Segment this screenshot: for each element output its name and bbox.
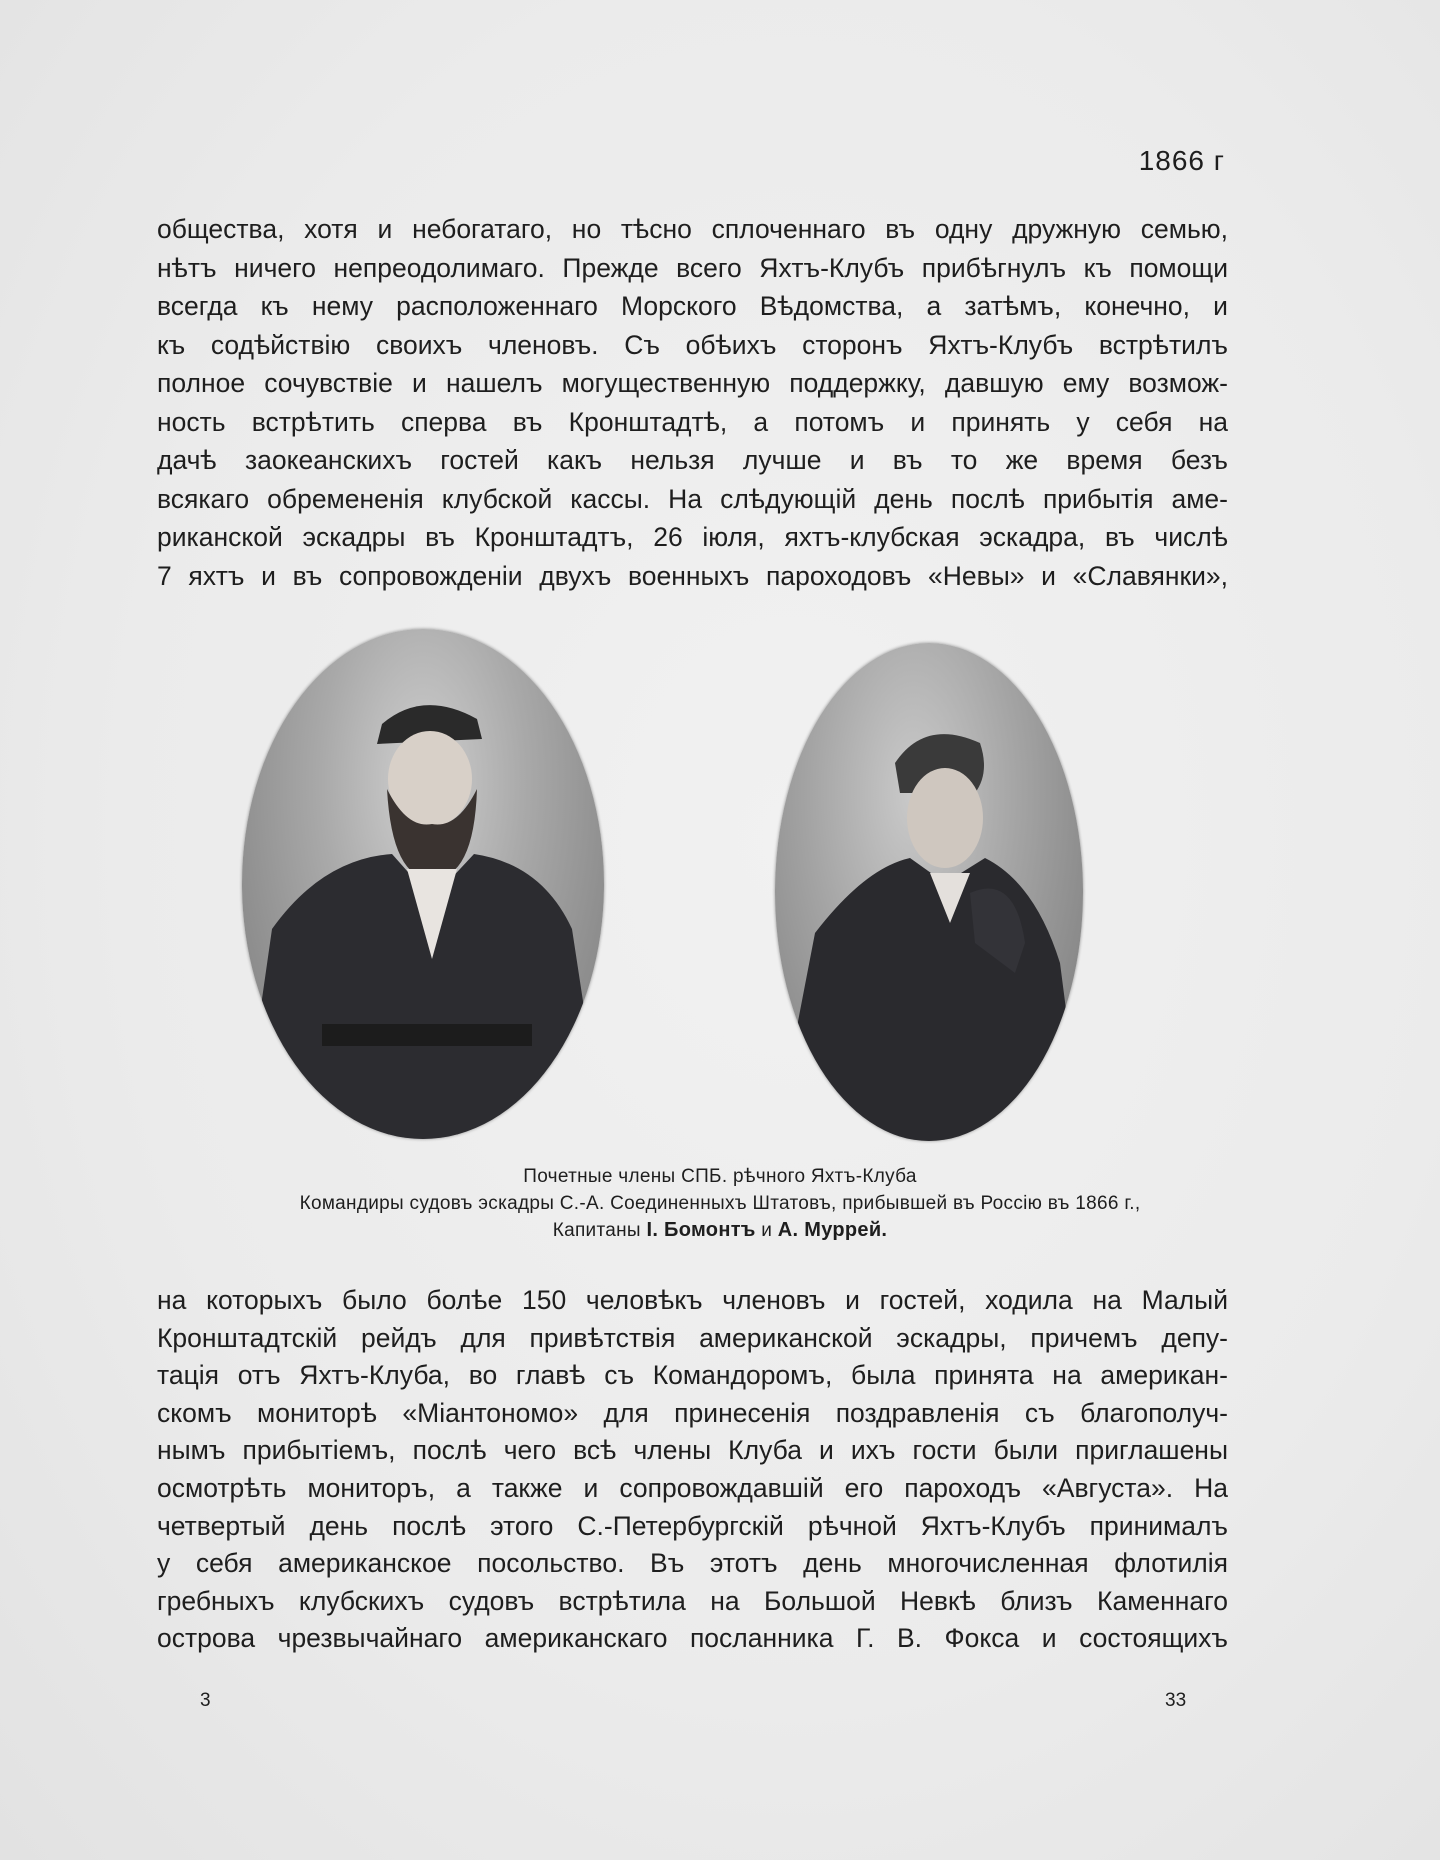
text-line: полное сочувствіе и нашелъ могущественную поддержку, давшую ему возмож-: [157, 368, 1228, 398]
text-line: риканской эскадры въ Кронштадтъ, 26 іюля, яхтъ-клубская эскадра, въ числѣ: [157, 522, 1228, 552]
caption-title: Почетные члены СПБ. рѣчного Яхтъ-Клуба: [523, 1166, 917, 1187]
caption-subtitle: Командиры судовъ эскадры С.-А. Соединенныхъ Штатовъ, прибывшей въ Россію въ 1866 г.,: [299, 1193, 1141, 1214]
text-line: тація отъ Яхтъ-Клуба, во главѣ съ Командоромъ, была принята на американ-: [157, 1360, 1228, 1391]
text-line: острова чрезвычайнаго американскаго посланника Г. В. Фокса и состоящихъ: [157, 1623, 1228, 1654]
caption-name-2: А. Муррей.: [777, 1219, 888, 1241]
text-line: общества, хотя и небогатаго, но тѣсно сплоченнаго въ одну дружную семью,: [157, 214, 1228, 244]
text-line: гребныхъ клубскихъ судовъ встрѣтила на Большой Невкѣ близъ Каменнаго: [157, 1585, 1228, 1616]
caption-conjunction: и: [761, 1220, 773, 1241]
text-line: Кронштадтскій рейдъ для привѣтствія американской эскадры, причемъ депу-: [157, 1322, 1228, 1353]
text-line: на которыхъ было болѣе 150 человѣкъ членовъ и гостей, ходила на Малый: [157, 1285, 1228, 1315]
signature-mark: 3: [200, 1690, 211, 1711]
top-paragraph: [157, 210, 1228, 595]
text-line: четвертый день послѣ этого С.-Петербургскій рѣчной Яхтъ-Клубъ принималъ: [157, 1510, 1228, 1541]
text-line: 7 яхтъ и въ сопровожденіи двухъ военныхъ пароходовъ «Невы» и «Славянки»,: [157, 560, 1228, 591]
bottom-paragraph: [157, 1282, 1228, 1658]
running-head-year: 1866 г: [1138, 145, 1225, 176]
text-line: всякаго обремененія клубской кассы. На слѣдующій день послѣ прибытія аме-: [157, 483, 1228, 514]
text-line: ность встрѣтить сперва въ Кронштадтѣ, а потомъ и принять у себя на: [157, 406, 1228, 437]
text-line: дачѣ заокеанскихъ гостей какъ нельзя лучше и въ то же время безъ: [157, 445, 1228, 475]
portrait-photo-left: [242, 629, 604, 1139]
caption-names: [0, 1219, 1440, 1242]
caption-name-1: I. Бомонтъ: [646, 1219, 756, 1241]
page-number: 33: [1165, 1690, 1187, 1711]
text-line: скомъ мониторѣ «Міантономо» для принесенія поздравленія съ благополуч-: [157, 1397, 1228, 1428]
text-line: нѣтъ ничего непреодолимаго. Прежде всего Яхтъ-Клубъ прибѣгнулъ къ помощи: [157, 252, 1228, 283]
text-line: нымъ прибытіемъ, послѣ чего всѣ члены Клуба и ихъ гости были приглашены: [157, 1435, 1228, 1466]
text-line: всегда къ нему расположеннаго Морского Вѣдомства, а затѣмъ, конечно, и: [157, 291, 1228, 321]
caption-prefix: Капитаны: [552, 1220, 641, 1241]
text-line: осмотрѣть мониторъ, а также и сопровождавшій его пароходъ «Августа». На: [157, 1472, 1228, 1503]
text-line: у себя американское посольство. Въ этотъ день многочисленная флотилія: [157, 1548, 1228, 1579]
portrait-photo-right: [775, 643, 1083, 1141]
text-line: къ содѣйствію своихъ членовъ. Съ обѣихъ сторонъ Яхтъ-Клубъ встрѣтилъ: [157, 329, 1228, 360]
